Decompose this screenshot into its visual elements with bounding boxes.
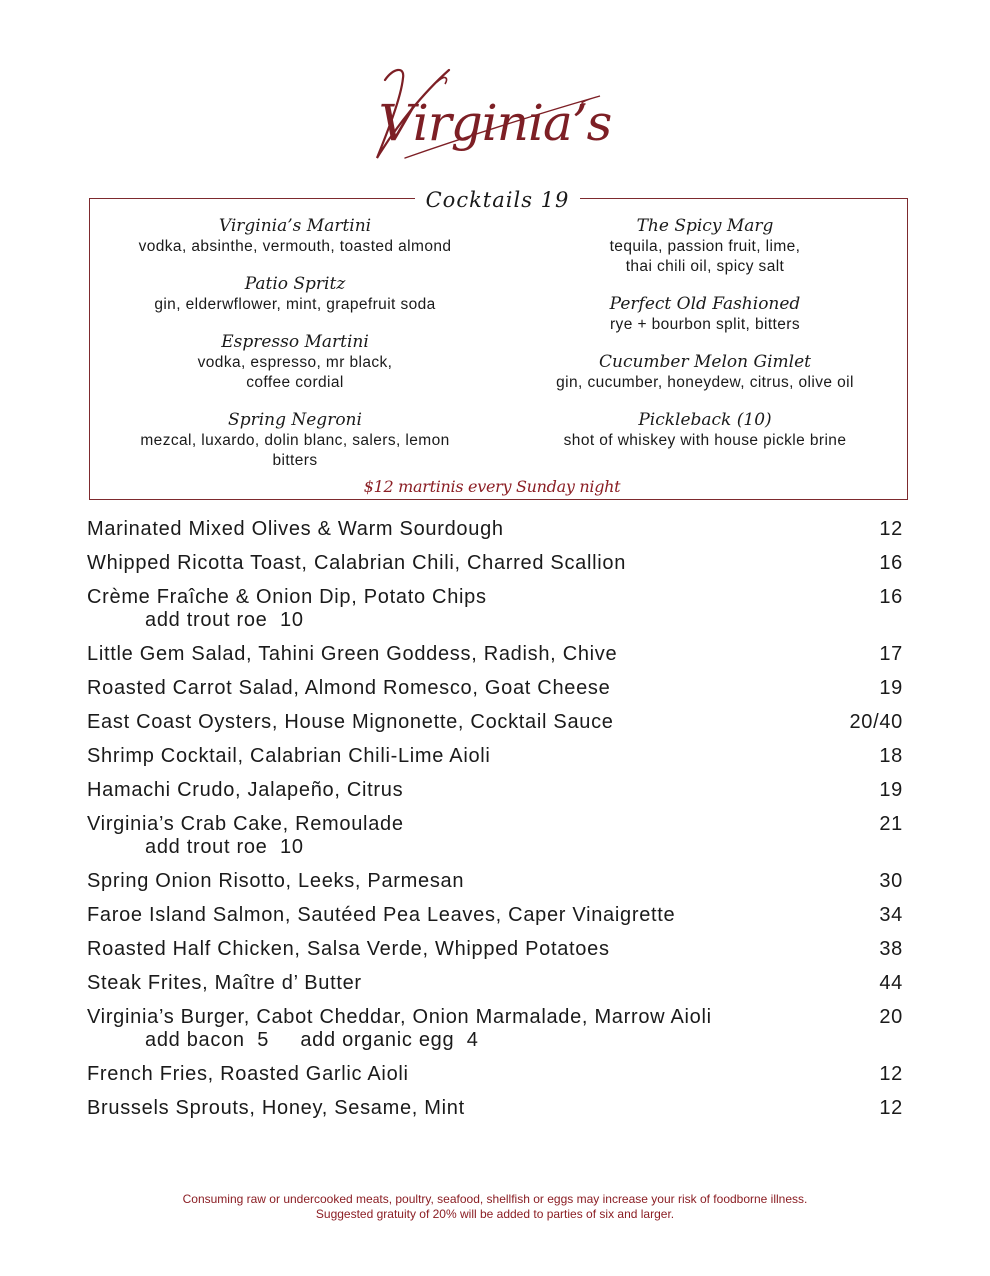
menu-item-price: 16 [879,552,903,574]
health-warning: Consuming raw or undercooked meats, poultry, seafood, shellfish or eggs may increase your risk of foodborne illness. [182,1192,808,1206]
martini-special: $12 martinis every Sunday night [363,477,621,496]
restaurant-logo [0,48,990,173]
menu-item-name: Crème Fraîche & Onion Dip, Potato Chips [87,586,487,608]
menu-item-price: 38 [879,938,903,960]
cocktail-desc: coffee cordial [246,374,344,391]
menu-item-name: Spring Onion Risotto, Leeks, Parmesan [87,870,465,892]
menu-item-name: Virginia’s Crab Cake, Remoulade [87,813,404,835]
menu-item-name: East Coast Oysters, House Mignonette, Cocktail Sauce [87,711,614,733]
menu-item [87,1096,903,1120]
gratuity-notice: Suggested gratuity of 20% will be added to parties of six and larger. [315,1207,675,1221]
menu-item [87,642,903,666]
cocktail-desc: vodka, absinthe, vermouth, toasted almond [138,238,452,255]
menu-item-name: Steak Frites, Maître d’ Butter [87,972,362,994]
menu-item [87,812,903,859]
menu-item-price: 17 [879,643,903,665]
cocktail-heading: Cocktails 19 [415,186,580,214]
menu-item-name: Virginia’s Burger, Cabot Cheddar, Onion Marmalade, Marrow Aioli [87,1006,712,1028]
cocktail-desc: mezcal, luxardo, dolin blanc, salers, lemon [140,432,450,449]
menu-item [87,903,903,927]
menu-item-name: Roasted Carrot Salad, Almond Romesco, Goat Cheese [87,677,611,699]
menu-item-price: 12 [879,518,903,540]
cocktail-name: Virginia’s Martini [218,216,372,236]
menu-item [87,710,903,734]
cocktail-name: Perfect Old Fashioned [609,294,801,314]
menu-item-name: Roasted Half Chicken, Salsa Verde, Whipped Potatoes [87,938,610,960]
menu-item-price: 44 [879,972,903,994]
menu-item [87,551,903,575]
cocktail-desc: tequila, passion fruit, lime, [609,238,801,255]
menu-item-price: 12 [879,1097,903,1119]
menu-item-name: Hamachi Crudo, Jalapeño, Citrus [87,779,404,801]
cocktail-item [105,273,485,331]
menu-item [87,937,903,961]
menu-item [87,778,903,802]
menu-item-price: 30 [879,870,903,892]
cocktail-desc: thai chili oil, spicy salt [625,258,785,275]
menu-item-price: 20/40 [849,711,903,733]
logo-script [345,48,645,173]
menu-item [87,1062,903,1086]
cocktail-name: Espresso Martini [221,332,369,352]
menu-item [87,869,903,893]
cocktail-desc: bitters [272,452,318,469]
cocktail-item [515,215,895,293]
cocktail-name: Cucumber Melon Gimlet [599,352,811,372]
cocktail-name: The Spicy Marg [636,216,774,236]
logo-text: Virginia’s [378,94,612,152]
menu-item-price: 12 [879,1063,903,1085]
cocktail-desc: vodka, espresso, mr black, [197,354,393,371]
footer-notice [0,1192,990,1222]
menu-item-price: 16 [879,586,903,608]
menu-item-name: Shrimp Cocktail, Calabrian Chili-Lime Aioli [87,745,491,767]
cocktail-item [515,351,895,409]
menu-item-addon: add bacon 5 add organic egg 4 [145,1029,479,1051]
menu-item-name: Whipped Ricotta Toast, Calabrian Chili, Charred Scallion [87,552,627,574]
cocktail-item [105,331,485,409]
menu-item-name: French Fries, Roasted Garlic Aioli [87,1063,409,1085]
cocktail-name: Pickleback (10) [638,410,772,430]
menu-item [87,585,903,632]
cocktail-desc: shot of whiskey with house pickle brine [563,432,847,449]
menu-item-price: 34 [879,904,903,926]
menu-item [87,1005,903,1052]
cocktail-name: Patio Spritz [244,274,346,294]
food-menu [87,517,903,1130]
menu-item [87,971,903,995]
cocktail-item [515,409,895,451]
menu-item [87,744,903,768]
cocktail-column-left [105,215,485,471]
menu-item-price: 20 [879,1006,903,1028]
menu-item-addon: add trout roe 10 [145,609,304,631]
menu-item-name: Brussels Sprouts, Honey, Sesame, Mint [87,1097,465,1119]
cocktail-desc: gin, elderwflower, mint, grapefruit soda [154,296,436,313]
menu-item-name: Marinated Mixed Olives & Warm Sourdough [87,518,504,540]
menu-item [87,517,903,541]
menu-item-price: 21 [879,813,903,835]
menu-item-addon: add trout roe 10 [145,836,304,858]
menu-item-price: 19 [879,779,903,801]
cocktail-name: Spring Negroni [228,410,362,430]
menu-item-name: Faroe Island Salmon, Sautéed Pea Leaves, Caper Vinaigrette [87,904,676,926]
menu-item [87,676,903,700]
cocktail-item [105,409,485,471]
cocktail-desc: gin, cucumber, honeydew, citrus, olive oil [556,374,854,391]
menu-item-price: 18 [879,745,903,767]
cocktail-desc: rye + bourbon split, bitters [610,316,800,333]
cocktail-item [105,215,485,273]
menu-item-price: 19 [879,677,903,699]
cocktail-column-right [515,215,895,451]
cocktail-item [515,293,895,351]
menu-item-name: Little Gem Salad, Tahini Green Goddess, Radish, Chive [87,643,618,665]
